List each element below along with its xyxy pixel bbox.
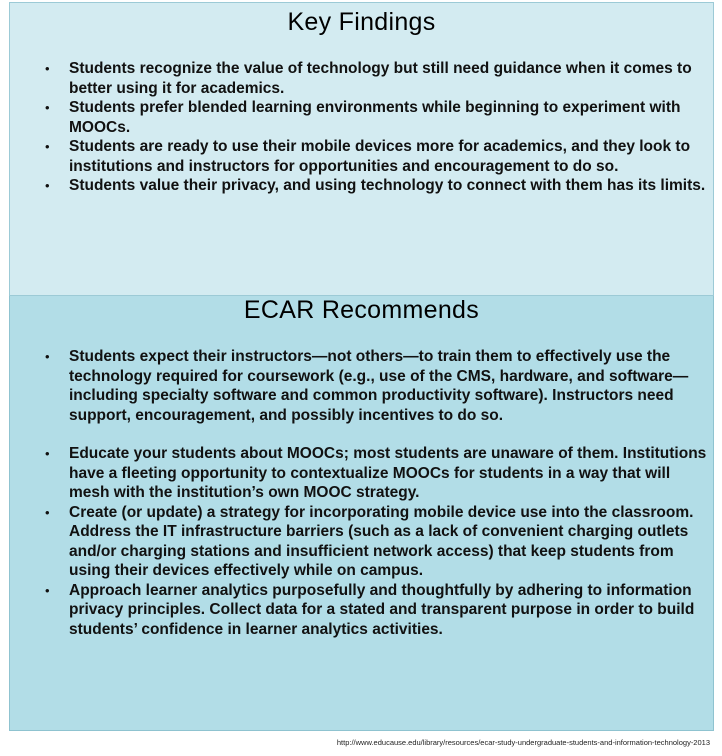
source-url: http://www.educause.edu/library/resources/ecar-study-undergraduate-students-and-information-technology-2013 xyxy=(336,738,710,747)
list-item xyxy=(10,137,713,176)
list-item xyxy=(10,444,713,503)
recommendations-panel xyxy=(9,296,714,731)
bullet-icon: • xyxy=(45,582,50,598)
bullet-icon: • xyxy=(45,504,50,520)
bullet-icon: • xyxy=(45,178,50,193)
recommendation-text: Create (or update) a strategy for incorporating mobile device use into the classroom. Address the IT infrastructure barriers (such as a lack of convenient charging outlets and/or charging stations and insufficient network access) that keep students from using their devices effectively while on campus. xyxy=(69,503,694,579)
list-item xyxy=(10,59,713,98)
recommendations-list xyxy=(10,347,713,639)
bullet-icon: • xyxy=(45,446,50,461)
recommendation-text: Students expect their instructors—not others—to train them to effectively use the technology required for coursework (e.g., use of the CMS, hardware, and software—including specialty software and common productivity software). Instructors need support, encouragement, and possibly incentives to do so. xyxy=(69,348,689,424)
bullet-icon: • xyxy=(45,61,50,76)
key-findings-list xyxy=(10,59,713,196)
finding-text: Students prefer blended learning environments while beginning to experiment with MOOCs. xyxy=(69,99,681,136)
finding-text: Students recognize the value of technology but still need guidance when it comes to better using it for academics. xyxy=(69,60,692,97)
list-spacer xyxy=(10,425,713,444)
recommendation-text: Educate your students about MOOCs; most students are unaware of them. Institutions have a fleeting opportunity to contextualize MOOCs for students in a way that will mesh with the institution’s own MOOC strategy. xyxy=(69,445,707,501)
list-item xyxy=(10,581,713,640)
finding-text: Students are ready to use their mobile devices more for academics, and they look to institutions and instructors for opportunities and encouragement to do so. xyxy=(69,138,691,175)
finding-text: Students value their privacy, and using technology to connect with them has its limits. xyxy=(69,177,706,194)
list-item xyxy=(10,98,713,137)
bullet-icon: • xyxy=(45,349,50,364)
bullet-icon: • xyxy=(45,139,50,154)
list-item xyxy=(10,176,713,196)
key-findings-title: Key Findings xyxy=(287,8,436,36)
bullet-icon: • xyxy=(45,100,50,115)
list-item xyxy=(10,347,713,425)
recommendations-title: ECAR Recommends xyxy=(243,296,480,324)
list-item xyxy=(10,503,713,581)
recommendation-text: Approach learner analytics purposefully and thoughtfully by adhering to information privacy principles. Collect data for a stated and transparent purpose in order to build students’ confidence in learner analytics activities. xyxy=(69,581,695,638)
key-findings-panel xyxy=(9,2,714,296)
